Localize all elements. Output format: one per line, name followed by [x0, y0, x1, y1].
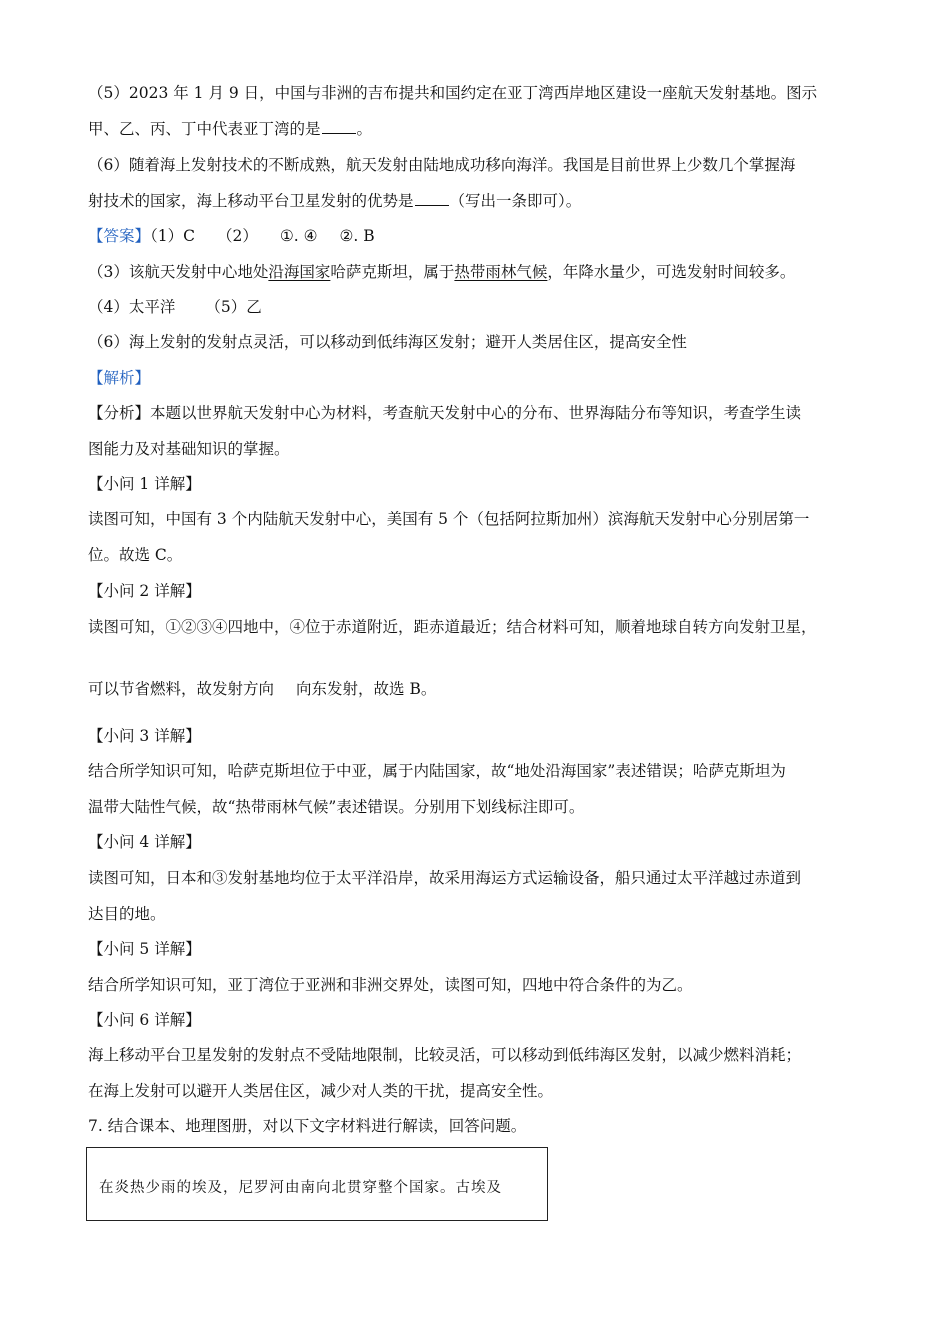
material-text: 在炎热少雨的埃及，尼罗河由南向北贯穿整个国家。古埃及 [99, 1180, 502, 1196]
detail-3-line-1: 结合所学知识可知，哈萨克斯坦位于中亚，属于内陆国家，故“地处沿海国家”表述错误；哈萨克斯坦为 [88, 762, 786, 780]
detail-heading-6: 【小问 6 详解】 [88, 1011, 201, 1029]
detail-4-line-1: 读图可知，日本和③发射基地均位于太平洋沿岸，故采用海运方式运输设备，船只通过太平洋越过赤道到 [88, 869, 802, 887]
answer-1: （1）C [150, 227, 195, 245]
detail-2-text-a: 可以节省燃料，故发射方向 [88, 680, 275, 698]
detail-heading-5: 【小问 5 详解】 [88, 940, 201, 958]
answer-2: （2） [217, 227, 258, 245]
answer-2b: ②. B [339, 227, 375, 245]
detail-6-line-1: 海上移动平台卫星发射的发射点不受陆地限制，比较灵活，可以移动到低纬海区发射，以减少燃料消耗； [88, 1046, 802, 1064]
answer-3-mid: 哈萨克斯坦，属于 [330, 263, 455, 281]
answer-4: （4）太平洋 [88, 298, 176, 316]
q5-text: 甲、乙、丙、丁中代表亚丁湾的是 [88, 120, 321, 138]
q6-end: （写出一条即可）。 [449, 192, 582, 210]
detail-3-line-2: 温带大陆性气候，故“热带雨林气候”表述错误。分别用下划线标注即可。 [88, 798, 585, 816]
answer-blank [415, 191, 449, 206]
detail-heading-3: 【小问 3 详解】 [88, 727, 201, 745]
detail-4-line-2: 达目的地。 [88, 905, 166, 923]
q6-text: 射技术的国家，海上移动平台卫星发射的优势是 [88, 192, 414, 210]
answer-line [88, 225, 890, 247]
detail-5-line-1: 结合所学知识可知，亚丁湾位于亚洲和非洲交界处，读图可知，四地中符合条件的为乙。 [88, 976, 693, 994]
q5-line-1: （5）2023 年 1 月 9 日，中国与非洲的吉布提共和国约定在亚丁湾西岸地区建设一座航天发射基地。图示 [88, 84, 818, 102]
detail-heading-4: 【小问 4 详解】 [88, 833, 201, 851]
analysis-fenxi-1: 【分析】本题以世界航天发射中心为材料，考查航天发射中心的分布、世界海陆分布等知识，考查学生读 [88, 404, 802, 422]
detail-1-line-2: 位。故选 C。 [88, 546, 183, 564]
analysis-tag: 【解析】 [88, 369, 151, 387]
answer-blank [322, 119, 356, 134]
detail-heading-1: 【小问 1 详解】 [88, 475, 201, 493]
answer-6: （6）海上发射的发射点灵活，可以移动到低纬海区发射；避开人类居住区，提高安全性 [88, 333, 687, 351]
q6-line-2 [88, 190, 890, 212]
answer-3-post: ，年降水量少，可选发射时间较多。 [547, 263, 796, 281]
detail-2-text-b: 向东发射，故选 B。 [296, 680, 437, 698]
q5-line-2 [88, 118, 890, 140]
answer-3 [88, 261, 890, 283]
detail-heading-2: 【小问 2 详解】 [88, 582, 201, 600]
answer-2a: ①. ④ [279, 227, 318, 245]
answer-3-pre: （3）该航天发射中心地处 [88, 263, 269, 281]
answer-3-underline-1: 沿海国家 [268, 263, 331, 281]
answer-3-underline-2: 热带雨林气候 [454, 263, 548, 281]
q6-line-1: （6）随着海上发射技术的不断成熟，航天发射由陆地成功移向海洋。我国是目前世界上少数几个掌握海 [88, 156, 796, 174]
q5-end: 。 [356, 120, 373, 138]
answer-tag: 【答案】 [88, 227, 151, 245]
q7-title: 7. 结合课本、地理图册，对以下文字材料进行解读，回答问题。 [88, 1117, 527, 1135]
analysis-fenxi-2: 图能力及对基础知识的掌握。 [88, 440, 290, 458]
material-box [86, 1147, 548, 1221]
detail-2-line-2 [88, 678, 890, 700]
detail-1-line-1: 读图可知，中国有 3 个内陆航天发射中心，美国有 5 个（包括阿拉斯加州）滨海航天发射中心分别居第一 [88, 510, 810, 528]
detail-2-line-1: 读图可知，①②③④四地中，④位于赤道附近，距赤道最近；结合材料可知，顺着地球自转方向发射卫星， [88, 618, 817, 636]
answer-5: （5）乙 [205, 298, 262, 316]
detail-6-line-2: 在海上发射可以避开人类居住区，减少对人类的干扰，提高安全性。 [88, 1082, 554, 1100]
answer-4-5 [88, 296, 890, 318]
